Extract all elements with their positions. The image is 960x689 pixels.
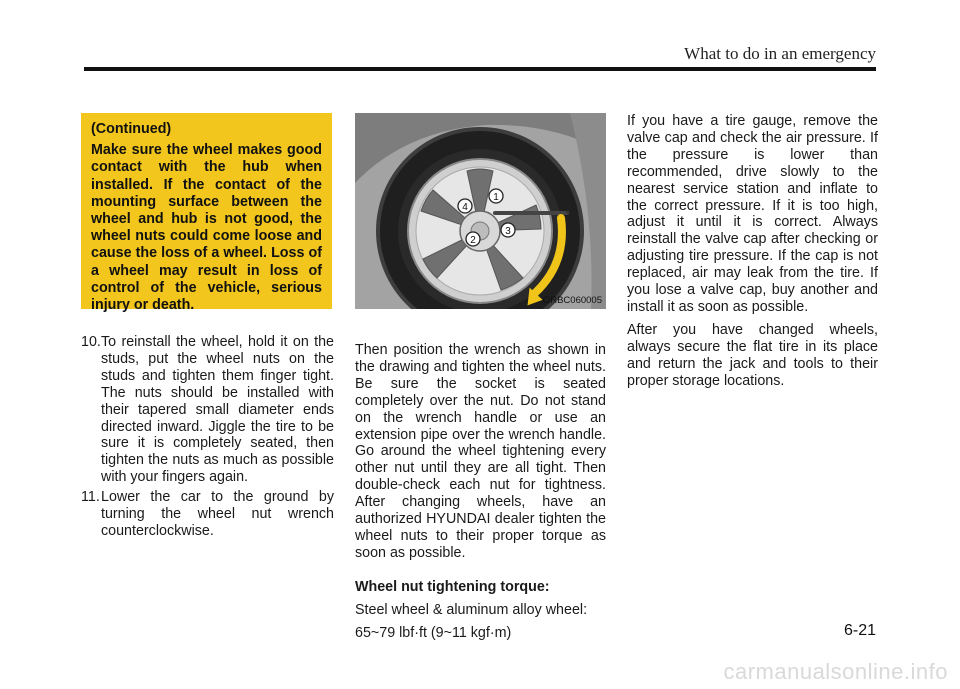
page-number: 6-21 [843,622,876,639]
nut-label: 1 [493,192,499,203]
step-item [81,489,334,540]
torque-heading: Wheel nut tightening torque: [355,578,550,595]
wheel-illustration [355,113,606,309]
nut-label: 3 [505,226,511,237]
section-title: What to do in an emergency [684,44,876,63]
middle-column [355,342,606,642]
header-rule [84,67,876,71]
torque-wheel-type: Steel wheel & aluminum alloy wheel: [355,601,588,618]
figure-code: ORBC060005 [542,295,602,306]
steps-column [81,334,334,543]
torque-value: 65~79 lbf·ft (9~11 kgf·m) [355,624,512,641]
right-column [627,113,878,390]
wheel-wrench-figure [355,113,606,309]
step-item [81,334,334,486]
nut-label: 4 [462,202,468,213]
step-text: To reinstall the wheel, hold it on the studs, put the wheel nuts on the studs and tighten them finger tight. The nuts should be installed with their tapered small diameter ends directed inward. Jiggle the tire to be sure it is completely seated, then tighten the nuts as much as possible with your fingers again. [101,334,334,486]
tightening-paragraph: Then position the wrench as shown in the drawing and tighten the wheel nuts. Be sure the socket is seated completely over the nut. Do not stand on the wrench handle or use an extension pipe over the wrench handle. Go around the wheel tightening every other nut until they are all tight. Then double-check each nut for tightness. After changing wheels, have an authorized HYUNDAI dealer tighten the wheel nuts to their proper torque as soon as possible. [355,342,606,561]
step-number: 11. [81,489,100,506]
tire-pressure-paragraph: If you have a tire gauge, remove the valve cap and check the air pressure. If the pressure is lower than recommended, drive slowly to the nearest service station and inflate to the correct pressure. If it is too high, adjust it until it is correct. Always reinstall the valve cap after checking or adjusting tire pressure. If the cap is not replaced, air may leak from the tire. If you lose a valve cap, buy another and install it as soon as possible. [627,113,878,315]
watermark: carmanualsonline.info [723,659,948,684]
step-number: 10. [81,334,101,350]
warning-body: Make sure the wheel makes good contact with the hub when installed. If the contact of the mounting surface between the wheel and hub is not good, the wheel nuts could come loose and cause the loss of a wheel. Loss of a wheel may result in loss of control of the vehicle, serious injury or death. [91,142,322,314]
step-text: Lower the car to the ground by turning the wheel nut wrench counterclockwise. [101,489,334,539]
warning-box [81,113,332,314]
nut-label: 2 [470,235,476,246]
warning-title: (Continued) [91,121,172,137]
storage-paragraph: After you have changed wheels, always secure the flat tire in its place and return the jack and tools to their proper storage locations. [627,321,878,389]
